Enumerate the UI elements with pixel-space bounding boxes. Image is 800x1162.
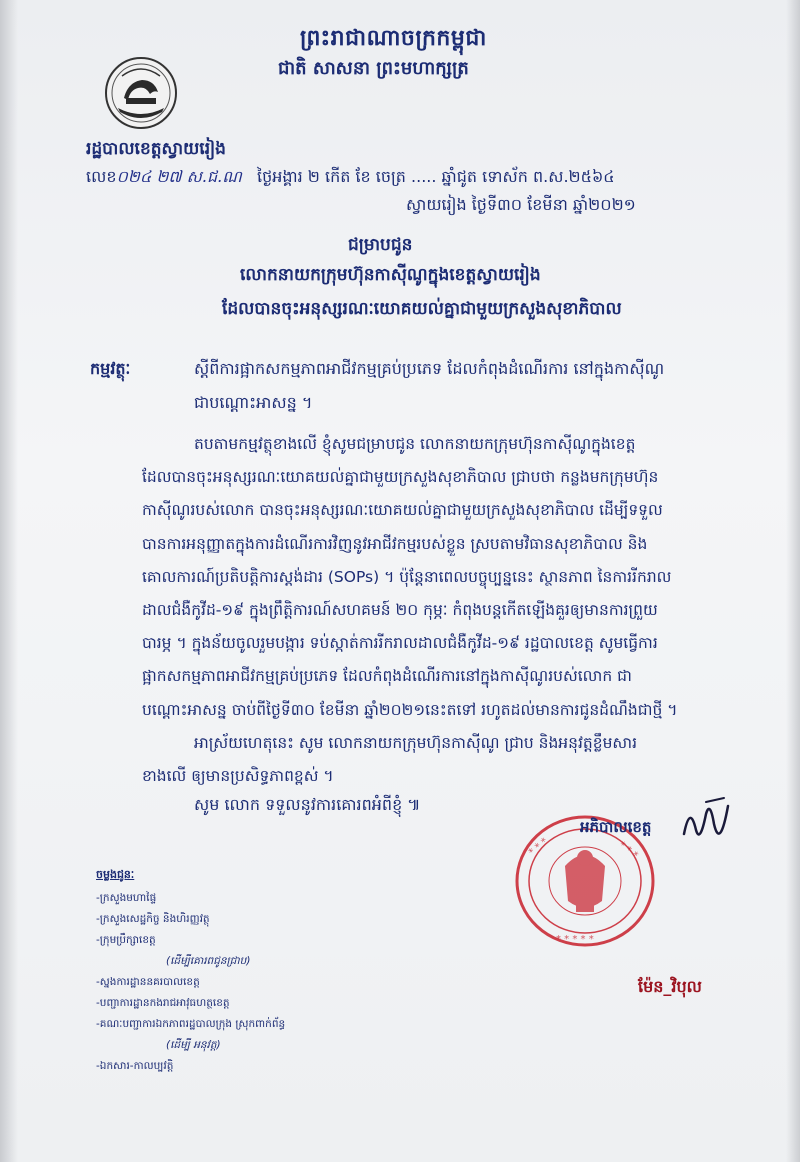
subject-label: កម្មវត្ថុៈ bbox=[90, 359, 131, 378]
cc-item: -គណៈបញ្ជាការឯកភាពរដ្ឋបាលក្រុង ស្រុកពាក់ព័ន្ធ bbox=[96, 1018, 286, 1030]
letter-body bbox=[142, 428, 736, 793]
body-line: ខាងលើ ឲ្យមានប្រសិទ្ធភាពខ្ពស់ ។ bbox=[142, 767, 334, 786]
body-line: អាស្រ័យហេតុនេះ សូម លោកនាយកក្រុមហ៊ុនកាស៊ីណូ ជ្រាប និងអនុវត្តខ្លឹមសារ bbox=[194, 733, 638, 752]
subject-line-1: ស្តីពីការផ្អាកសកម្មភាពអាជីវកម្មគ្រប់ប្រភេទ ដែលកំពុងដំណើរការ នៅក្នុងកាស៊ីណូ bbox=[194, 359, 665, 378]
signer-name: ម៉ែន_វិបុល bbox=[638, 977, 702, 996]
closing-line: សូម លោក ទទួលនូវការគោរពអំពីខ្ញុំ ៕ bbox=[194, 795, 421, 814]
body-line: ដែលបានចុះអនុស្សរណៈយោគយល់គ្នាជាមួយក្រសួងសុខាភិបាល ជ្រាបថា កន្លងមកក្រុមហ៊ុន bbox=[142, 468, 659, 487]
body-line: បានការអនុញ្ញាតក្នុងការដំណើរការវិញនូវអាជីវកម្មរបស់ខ្លួន ស្របតាមវិធានសុខាភិបាល និង bbox=[142, 534, 648, 553]
page-edge-shadow bbox=[786, 0, 800, 1162]
recipient-line-1: លោកនាយកក្រុមហ៊ុនកាស៊ីណូក្នុងខេត្តស្វាយរៀង bbox=[240, 265, 541, 285]
kingdom-heading: ព្រះរាជាណាចក្រកម្ពុជា bbox=[300, 26, 487, 51]
issue-date: ស្វាយរៀង ថ្ងៃទី៣០ ខែមីនា ឆ្នាំ២០២១ bbox=[406, 195, 636, 214]
signer-title: អភិបាលខេត្ត bbox=[580, 818, 652, 836]
cc-note: (ដើម្បី អនុវត្ត) bbox=[166, 1039, 221, 1051]
cc-item: -ក្រសួងមហាផ្ទៃ bbox=[96, 892, 157, 904]
body-line: បណ្តោះអាសន្ន ចាប់ពីថ្ងៃទី៣០ ខែមីនា ឆ្នាំ២០២១នេះតទៅ រហូតដល់មានការជូនដំណឹងជាថ្មី ។ bbox=[142, 700, 678, 719]
cc-note: (ដើម្បីគោរពជូនជ្រាប) bbox=[166, 955, 251, 967]
body-line: កាស៊ីណូរបស់លោក បានចុះអនុស្សរណៈយោគយល់គ្នាជាមួយក្រសួងសុខាភិបាល ដើម្បីទទួល bbox=[142, 501, 663, 520]
svg-text:* * *: * * * bbox=[616, 839, 640, 862]
reference-number-label: លេខ bbox=[86, 167, 117, 186]
cc-item: -បញ្ជាការដ្ឋានកងរាជអាវុធហត្ថខេត្ត bbox=[96, 997, 230, 1009]
svg-text:* * *: * * * bbox=[526, 836, 551, 859]
cc-list bbox=[96, 888, 285, 1077]
cc-title: ចម្លងជូនៈ bbox=[96, 868, 135, 881]
subject-line-2: ជាបណ្តោះអាសន្ន ។ bbox=[194, 393, 313, 412]
handwritten-signature-icon bbox=[676, 794, 736, 852]
cc-item: -ឯកសារ-កាលប្បវត្តិ bbox=[96, 1060, 174, 1072]
lunar-date: ថ្ងៃអង្គារ ២ កើត ខែ ចេត្រ ..... ឆ្នាំជូត ទោស័ក ព.ស.២៥៦៤ bbox=[257, 167, 615, 186]
body-line: តបតាមកម្មវត្ថុខាងលើ ខ្ញុំសូមជម្រាបជូន លោកនាយកក្រុមហ៊ុនកាស៊ីណូក្នុងខេត្ត bbox=[194, 435, 636, 453]
svg-text:* * * * *: * * * * * bbox=[556, 934, 594, 945]
body-line: ដាលជំងឺកូវីដ-១៩ ក្នុងព្រឹត្តិការណ៍សហគមន៍ ២០ កុម្ភៈ កំពុងបន្តកើតឡើងគួរឲ្យមានការព្រួយ bbox=[142, 601, 658, 620]
reference-number: ០២៤ ២៧ ស.ជ.ណ bbox=[116, 167, 242, 186]
recipient-line-2: ដែលបានចុះអនុស្សរណៈយោគយល់គ្នាជាមួយក្រសួងសុខាភិបាល bbox=[222, 299, 622, 319]
provincial-seal-icon bbox=[104, 56, 178, 130]
cc-item: -ស្នងការដ្ឋាននគរបាលខេត្ត bbox=[96, 976, 200, 988]
reference-line bbox=[86, 166, 615, 190]
cc-item: -ក្រសួងសេដ្ឋកិច្ច និងហិរញ្ញវត្ថុ bbox=[96, 913, 210, 925]
body-line: ផ្អាកសកម្មភាពអាជីវកម្មគ្រប់ប្រភេទ ដែលកំពុងដំណើរការនៅក្នុងកាស៊ីណូរបស់លោក ជា bbox=[142, 667, 632, 686]
national-motto: ជាតិ សាសនា ព្រះមហាក្សត្រ bbox=[278, 58, 469, 79]
cc-item: -ក្រុមប្រឹក្សាខេត្ត bbox=[96, 934, 156, 946]
body-line: គោលការណ៍ប្រតិបត្តិការស្តង់ដារ (SOPs) ។ ប៉ុន្តែនាពេលបច្ចុប្បន្ននេះ ស្ថានភាព នៃការរីករាល bbox=[142, 567, 672, 586]
issuing-agency: រដ្ឋបាលខេត្តស្វាយរៀង bbox=[86, 139, 226, 159]
recipient-heading: ជម្រាបជូន bbox=[348, 235, 413, 255]
body-line: បារម្ភ ។ ក្នុងន័យចូលរួមបង្ការ ទប់ស្កាត់ការរីករាលដាលជំងឺកូវីដ-១៩ រដ្ឋបាលខេត្ត សូមធ្វើការ bbox=[142, 634, 658, 653]
